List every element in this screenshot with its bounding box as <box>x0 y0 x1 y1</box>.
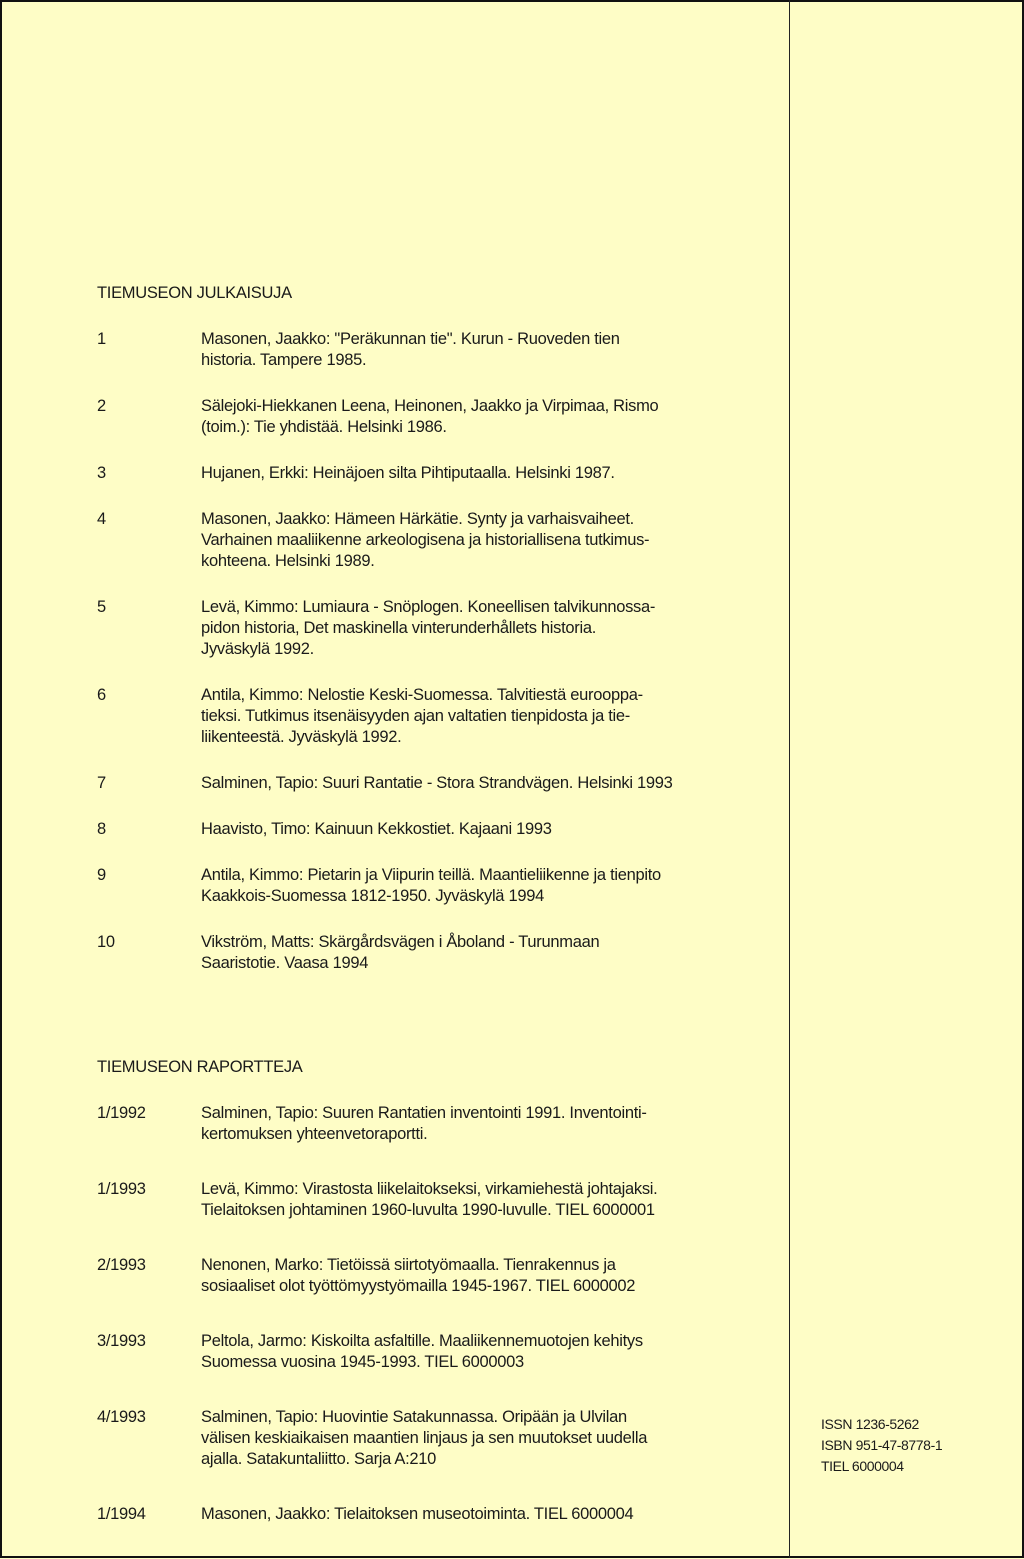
item-citation: Salminen, Tapio: Suuri Rantatie - Stora Strandvägen. Helsinki 1993 <box>201 774 673 792</box>
list-item <box>97 1103 777 1145</box>
item-citation: Masonen, Jaakko: Hämeen Härkätie. Synty ja varhaisvaiheet. Varhainen maaliikenne arkeologisena ja historiallisena tutkimus- kohteena. Helsinki 1989. <box>201 510 650 570</box>
item-citation: Levä, Kimmo: Lumiaura - Snöplogen. Koneellisen talvikunnossa- pidon historia, Det maskinella vinterunderhållets historia. Jyväskylä 1992. <box>201 598 656 658</box>
isbn-number: ISBN 951-47-8778-1 <box>821 1437 943 1453</box>
list-item <box>97 773 777 794</box>
item-citation: Vikström, Matts: Skärgårdsvägen i Åboland - Turunmaan Saaristotie. Vaasa 1994 <box>201 933 600 972</box>
back-cover-content <box>97 283 777 1559</box>
publications-section <box>97 283 777 974</box>
item-citation: Peltola, Jarmo: Kiskoilta asfaltille. Maaliikennemuotojen kehitys Suomessa vuosina 1945-1993. TIEL 6000003 <box>201 1332 643 1371</box>
item-number: 6 <box>97 686 106 704</box>
publications-list <box>97 329 777 974</box>
list-item <box>97 932 777 974</box>
item-number: 3/1993 <box>97 1332 146 1350</box>
reports-title: TIEMUSEON RAPORTTEJA <box>97 1058 303 1076</box>
list-item <box>97 509 777 572</box>
item-number: 5 <box>97 598 106 616</box>
item-number: 1 <box>97 330 106 348</box>
item-citation: Haavisto, Timo: Kainuun Kekkostiet. Kajaani 1993 <box>201 820 552 838</box>
item-number: 3 <box>97 464 106 482</box>
item-number: 10 <box>97 933 115 951</box>
list-item <box>97 329 777 371</box>
publications-title: TIEMUSEON JULKAISUJA <box>97 284 292 302</box>
item-citation: Hujanen, Erkki: Heinäjoen silta Pihtiputaalla. Helsinki 1987. <box>201 464 615 482</box>
item-citation: Masonen, Jaakko: Tielaitoksen museotoiminta. TIEL 6000004 <box>201 1505 634 1523</box>
vertical-rule <box>789 0 790 1558</box>
item-citation: Sälejoki-Hiekkanen Leena, Heinonen, Jaakko ja Virpimaa, Rismo (toim.): Tie yhdistää. Helsinki 1986. <box>201 397 659 436</box>
item-number: 1/1994 <box>97 1505 146 1523</box>
item-citation: Masonen, Jaakko: "Peräkunnan tie". Kurun - Ruoveden tien historia. Tampere 1985. <box>201 330 620 369</box>
list-item <box>97 1255 777 1297</box>
item-number: 8 <box>97 820 106 838</box>
list-item <box>97 819 777 840</box>
list-item <box>97 685 777 748</box>
item-number: 1/1993 <box>97 1180 146 1198</box>
item-number: 4 <box>97 510 106 528</box>
list-item <box>97 396 777 438</box>
item-citation: Levä, Kimmo: Virastosta liikelaitokseksi, virkamiehestä johtajaksi. Tielaitoksen johtaminen 1960-luvulta 1990-luvulle. TIEL 6000001 <box>201 1180 658 1219</box>
item-citation: Salminen, Tapio: Huovintie Satakunnassa. Oripään ja Ulvilan välisen keskiaikaisen maantien linjaus ja sen muutokset uudella ajalla. Satakuntaliitto. Sarja A:210 <box>201 1408 648 1468</box>
item-citation: Antila, Kimmo: Nelostie Keski-Suomessa. Talvitiestä eurooppa- tieksi. Tutkimus itsenäisyyden ajan valtatien tienpidosta ja tie- liikenteestä. Jyväskylä 1992. <box>201 686 643 746</box>
item-number: 2 <box>97 397 106 415</box>
item-number: 2/1993 <box>97 1256 146 1274</box>
reports-list <box>97 1103 777 1525</box>
item-citation: Salminen, Tapio: Suuren Rantatien inventointi 1991. Inventointi- kertomuksen yhteenvetoraportti. <box>201 1104 647 1143</box>
item-number: 4/1993 <box>97 1408 146 1426</box>
list-item <box>97 1179 777 1221</box>
list-item <box>97 597 777 660</box>
item-citation: Antila, Kimmo: Pietarin ja Viipurin teillä. Maantieliikenne ja tienpito Kaakkois-Suomessa 1812-1950. Jyväskylä 1994 <box>201 866 661 905</box>
item-number: 7 <box>97 774 106 792</box>
item-number: 1/1992 <box>97 1104 146 1122</box>
identifiers-block <box>821 1414 942 1477</box>
list-item <box>97 1331 777 1373</box>
list-item <box>97 1407 777 1470</box>
tiel-number: TIEL 6000004 <box>821 1458 904 1474</box>
item-citation: Nenonen, Marko: Tietöissä siirtotyömaalla. Tienrakennus ja sosiaaliset olot työttömyystyömailla 1945-1967. TIEL 6000002 <box>201 1256 636 1295</box>
list-item <box>97 865 777 907</box>
list-item <box>97 463 777 484</box>
list-item <box>97 1504 777 1525</box>
item-number: 9 <box>97 866 106 884</box>
reports-section <box>97 1057 777 1525</box>
issn-number: ISSN 1236-5262 <box>821 1416 919 1432</box>
